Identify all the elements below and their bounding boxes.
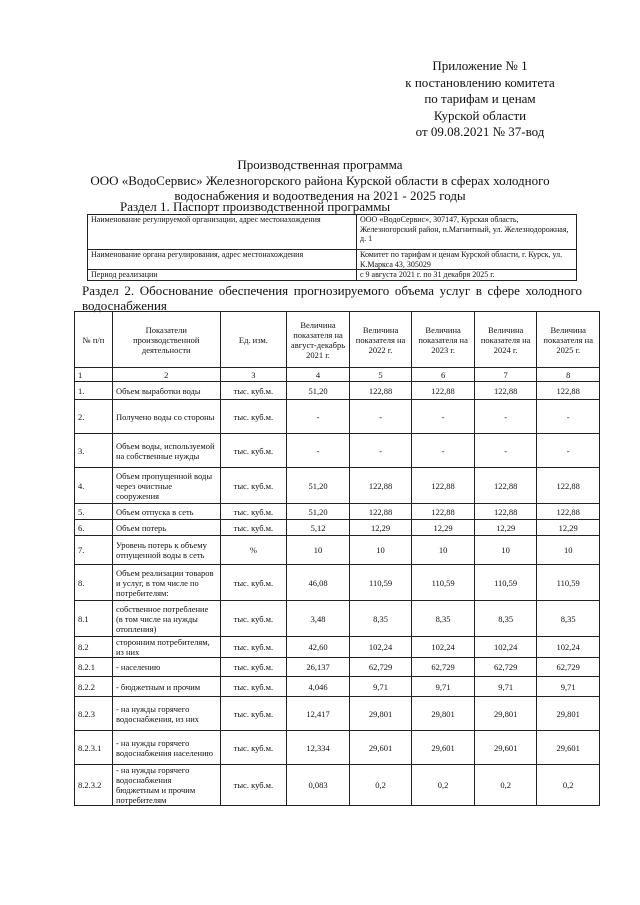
value-cell: 12,417 [287,697,350,731]
appendix-line: по тарифам и ценам [424,91,536,106]
value-cell: 122,88 [537,468,600,504]
indicator-name: Объем потерь [112,520,220,536]
value-cell: 12,29 [412,520,475,536]
value-cell: 122,88 [474,468,537,504]
table-row [75,697,600,731]
value-cell: 29,801 [412,697,475,731]
passport-value: ООО «ВодоСервис», 307147, Курская область, Железногорский район, п.Магнитный, ул. Железнодорожная, д. 1 [357,215,577,250]
column-number: 5 [349,368,412,382]
value-cell: 110,59 [349,565,412,601]
row-number: 1. [75,382,113,400]
value-cell: 122,88 [412,504,475,520]
value-cell: 9,71 [537,677,600,697]
value-cell: 8,35 [474,601,537,637]
header-cell: № п/п [75,312,113,368]
value-cell: 12,29 [349,520,412,536]
column-number: 4 [287,368,350,382]
indicator-name: собственное потребление (в том числе на нужды отопления) [112,601,220,637]
value-cell: 8,35 [537,601,600,637]
unit-cell: тыс. куб.м. [220,637,287,658]
passport-value: с 9 августа 2021 г. по 31 декабря 2025 г. [357,270,577,281]
value-cell: 51,20 [287,504,350,520]
column-number: 6 [412,368,475,382]
value-cell: 29,601 [537,731,600,765]
unit-cell: тыс. куб.м. [220,697,287,731]
passport-table [87,214,577,281]
value-cell: 29,801 [537,697,600,731]
value-cell: 29,801 [474,697,537,731]
unit-cell: тыс. куб.м. [220,468,287,504]
row-number: 8.2.3 [75,697,113,731]
indicator-name: Объем отпуска в сеть [112,504,220,520]
indicator-name: Объем реализации товаров и услуг, в том числе по потребителям: [112,565,220,601]
indicator-name: сторонним потребителям, из них [112,637,220,658]
column-number: 2 [112,368,220,382]
value-cell: 10 [412,536,475,565]
value-cell: 51,20 [287,382,350,400]
row-number: 5. [75,504,113,520]
title-line: Производственная программа [237,157,403,172]
value-cell: 4,046 [287,677,350,697]
table-row [75,520,600,536]
column-number: 7 [474,368,537,382]
value-cell: 122,88 [412,382,475,400]
indicator-name: Уровень потерь к объему отпущенной воды в сеть [112,536,220,565]
value-cell: 110,59 [537,565,600,601]
value-cell: 122,88 [349,504,412,520]
value-cell: 0,2 [474,765,537,806]
value-cell: 62,729 [537,658,600,677]
row-number: 3. [75,434,113,468]
row-number: 8.2.3.1 [75,731,113,765]
section2-heading: Раздел 2. Обоснование обеспечения прогнозируемого объема услуг в сфере холодного водоснабжения [82,283,582,313]
unit-cell: тыс. куб.м. [220,765,287,806]
row-number: 8.2.1 [75,658,113,677]
row-number: 8.1 [75,601,113,637]
value-cell: 62,729 [474,658,537,677]
table-row [75,731,600,765]
value-cell: 10 [349,536,412,565]
table-body [75,382,600,806]
value-cell: 122,88 [412,468,475,504]
passport-label: Наименование органа регулирования, адрес местонахождения [88,250,357,270]
table-row [75,565,600,601]
section1-heading: Раздел 1. Паспорт производственной программы [120,199,391,214]
header-cell: Величина показателя на 2022 г. [349,312,412,368]
value-cell: 0,2 [412,765,475,806]
value-cell: 9,71 [412,677,475,697]
indicator-name: Получено воды со стороны [112,400,220,434]
value-cell: 110,59 [474,565,537,601]
value-cell: 29,601 [349,731,412,765]
header-cell: Показатели производственной деятельности [112,312,220,368]
value-cell: 8,35 [412,601,475,637]
value-cell: - [537,400,600,434]
unit-cell: тыс. куб.м. [220,520,287,536]
row-number: 7. [75,536,113,565]
unit-cell: тыс. куб.м. [220,382,287,400]
unit-cell: тыс. куб.м. [220,504,287,520]
indicator-name: - на нужды горячего водоснабжения населению [112,731,220,765]
table-row [88,215,577,250]
column-number: 1 [75,368,113,382]
appendix-line: Курской области [433,107,527,123]
row-number: 6. [75,520,113,536]
value-cell: - [287,434,350,468]
unit-cell: тыс. куб.м. [220,565,287,601]
value-cell: 62,729 [412,658,475,677]
value-cell: 122,88 [537,504,600,520]
passport-value: Комитет по тарифам и ценам Курской области, г. Курск, ул. К.Маркса 43, 305029 [357,250,577,270]
table-row [75,400,600,434]
passport-label: Наименование регулируемой организации, адрес местонахождения [88,215,357,250]
row-number: 2. [75,400,113,434]
value-cell: 12,29 [474,520,537,536]
value-cell: 0,2 [349,765,412,806]
value-cell: 46,08 [287,565,350,601]
unit-cell: % [220,536,287,565]
indicator-name: - бюджетным и прочим [112,677,220,697]
value-cell: 29,801 [349,697,412,731]
indicator-name: - населению [112,658,220,677]
header-cell: Величина показателя на 2024 г. [474,312,537,368]
value-cell: 51,20 [287,468,350,504]
table-row [75,504,600,520]
table-row [75,601,600,637]
value-cell: 0,2 [537,765,600,806]
value-cell: 122,88 [474,382,537,400]
value-cell: - [349,400,412,434]
table-row [75,382,600,400]
column-number-row [75,368,600,382]
indicator-name: Объем пропущенной воды через очистные сооружения [112,468,220,504]
value-cell: 122,88 [537,382,600,400]
unit-cell: тыс. куб.м. [220,400,287,434]
value-cell: - [287,400,350,434]
appendix-line: к постановлению комитета [405,74,555,90]
value-cell: 102,24 [474,637,537,658]
value-cell: 0,083 [287,765,350,806]
indicator-name: Объем воды, используемой на собственные нужды [112,434,220,468]
value-cell: 3,48 [287,601,350,637]
row-number: 8.2.2 [75,677,113,697]
value-cell: - [474,434,537,468]
value-cell: - [412,400,475,434]
value-cell: 12,29 [537,520,600,536]
value-cell: - [537,434,600,468]
table-row [75,536,600,565]
row-number: 4. [75,468,113,504]
table-row [75,468,600,504]
value-cell: 26,137 [287,658,350,677]
header-cell: Ед. изм. [220,312,287,368]
indicator-name: Объем выработки воды [112,382,220,400]
table-row [75,637,600,658]
table-row [75,677,600,697]
value-cell: - [474,400,537,434]
value-cell: 9,71 [349,677,412,697]
value-cell: 122,88 [474,504,537,520]
value-cell: 10 [474,536,537,565]
value-cell: 9,71 [474,677,537,697]
column-number: 3 [220,368,287,382]
header-cell: Величина показателя на август-декабрь 2021 г. [287,312,350,368]
title-line: ООО «ВодоСервис» Железногорского района Курской области в сферах холодного [90,172,550,188]
unit-cell: тыс. куб.м. [220,658,287,677]
table-header-row [75,312,600,368]
value-cell: 122,88 [349,382,412,400]
unit-cell: тыс. куб.м. [220,434,287,468]
table-row [75,658,600,677]
table-row [88,270,577,281]
passport-label: Период реализации [88,270,357,281]
value-cell: 62,729 [349,658,412,677]
value-cell: 102,24 [412,637,475,658]
indicator-name: - на нужды горячего водоснабжения бюджетным и прочим потребителям [112,765,220,806]
header-cell: Величина показателя на 2023 г. [412,312,475,368]
title-line: водоснабжения и водоотведения на 2021 - 2025 годы [174,188,466,203]
header-cell: Величина показателя на 2025 г. [537,312,600,368]
value-cell: - [412,434,475,468]
value-cell: 10 [287,536,350,565]
row-number: 8.2 [75,637,113,658]
table-row [75,765,600,806]
table-row [75,434,600,468]
row-number: 8.2.3.2 [75,765,113,806]
unit-cell: тыс. куб.м. [220,601,287,637]
indicators-table [74,311,600,806]
row-number: 8. [75,565,113,601]
value-cell: 29,601 [412,731,475,765]
unit-cell: тыс. куб.м. [220,677,287,697]
appendix-line: от 09.08.2021 № 37-вод [415,124,545,139]
document-title [60,157,580,204]
column-number: 8 [537,368,600,382]
table-row [88,250,577,270]
appendix-block [395,58,565,141]
value-cell: 122,88 [349,468,412,504]
appendix-line: Приложение № 1 [432,58,528,73]
value-cell: 8,35 [349,601,412,637]
value-cell: 5,12 [287,520,350,536]
value-cell: 29,601 [474,731,537,765]
value-cell: 102,24 [537,637,600,658]
value-cell: 42,60 [287,637,350,658]
unit-cell: тыс. куб.м. [220,731,287,765]
value-cell: 110,59 [412,565,475,601]
value-cell: - [349,434,412,468]
value-cell: 10 [537,536,600,565]
value-cell: 102,24 [349,637,412,658]
indicator-name: - на нужды горячего водоснабжения, из них [112,697,220,731]
value-cell: 12,334 [287,731,350,765]
